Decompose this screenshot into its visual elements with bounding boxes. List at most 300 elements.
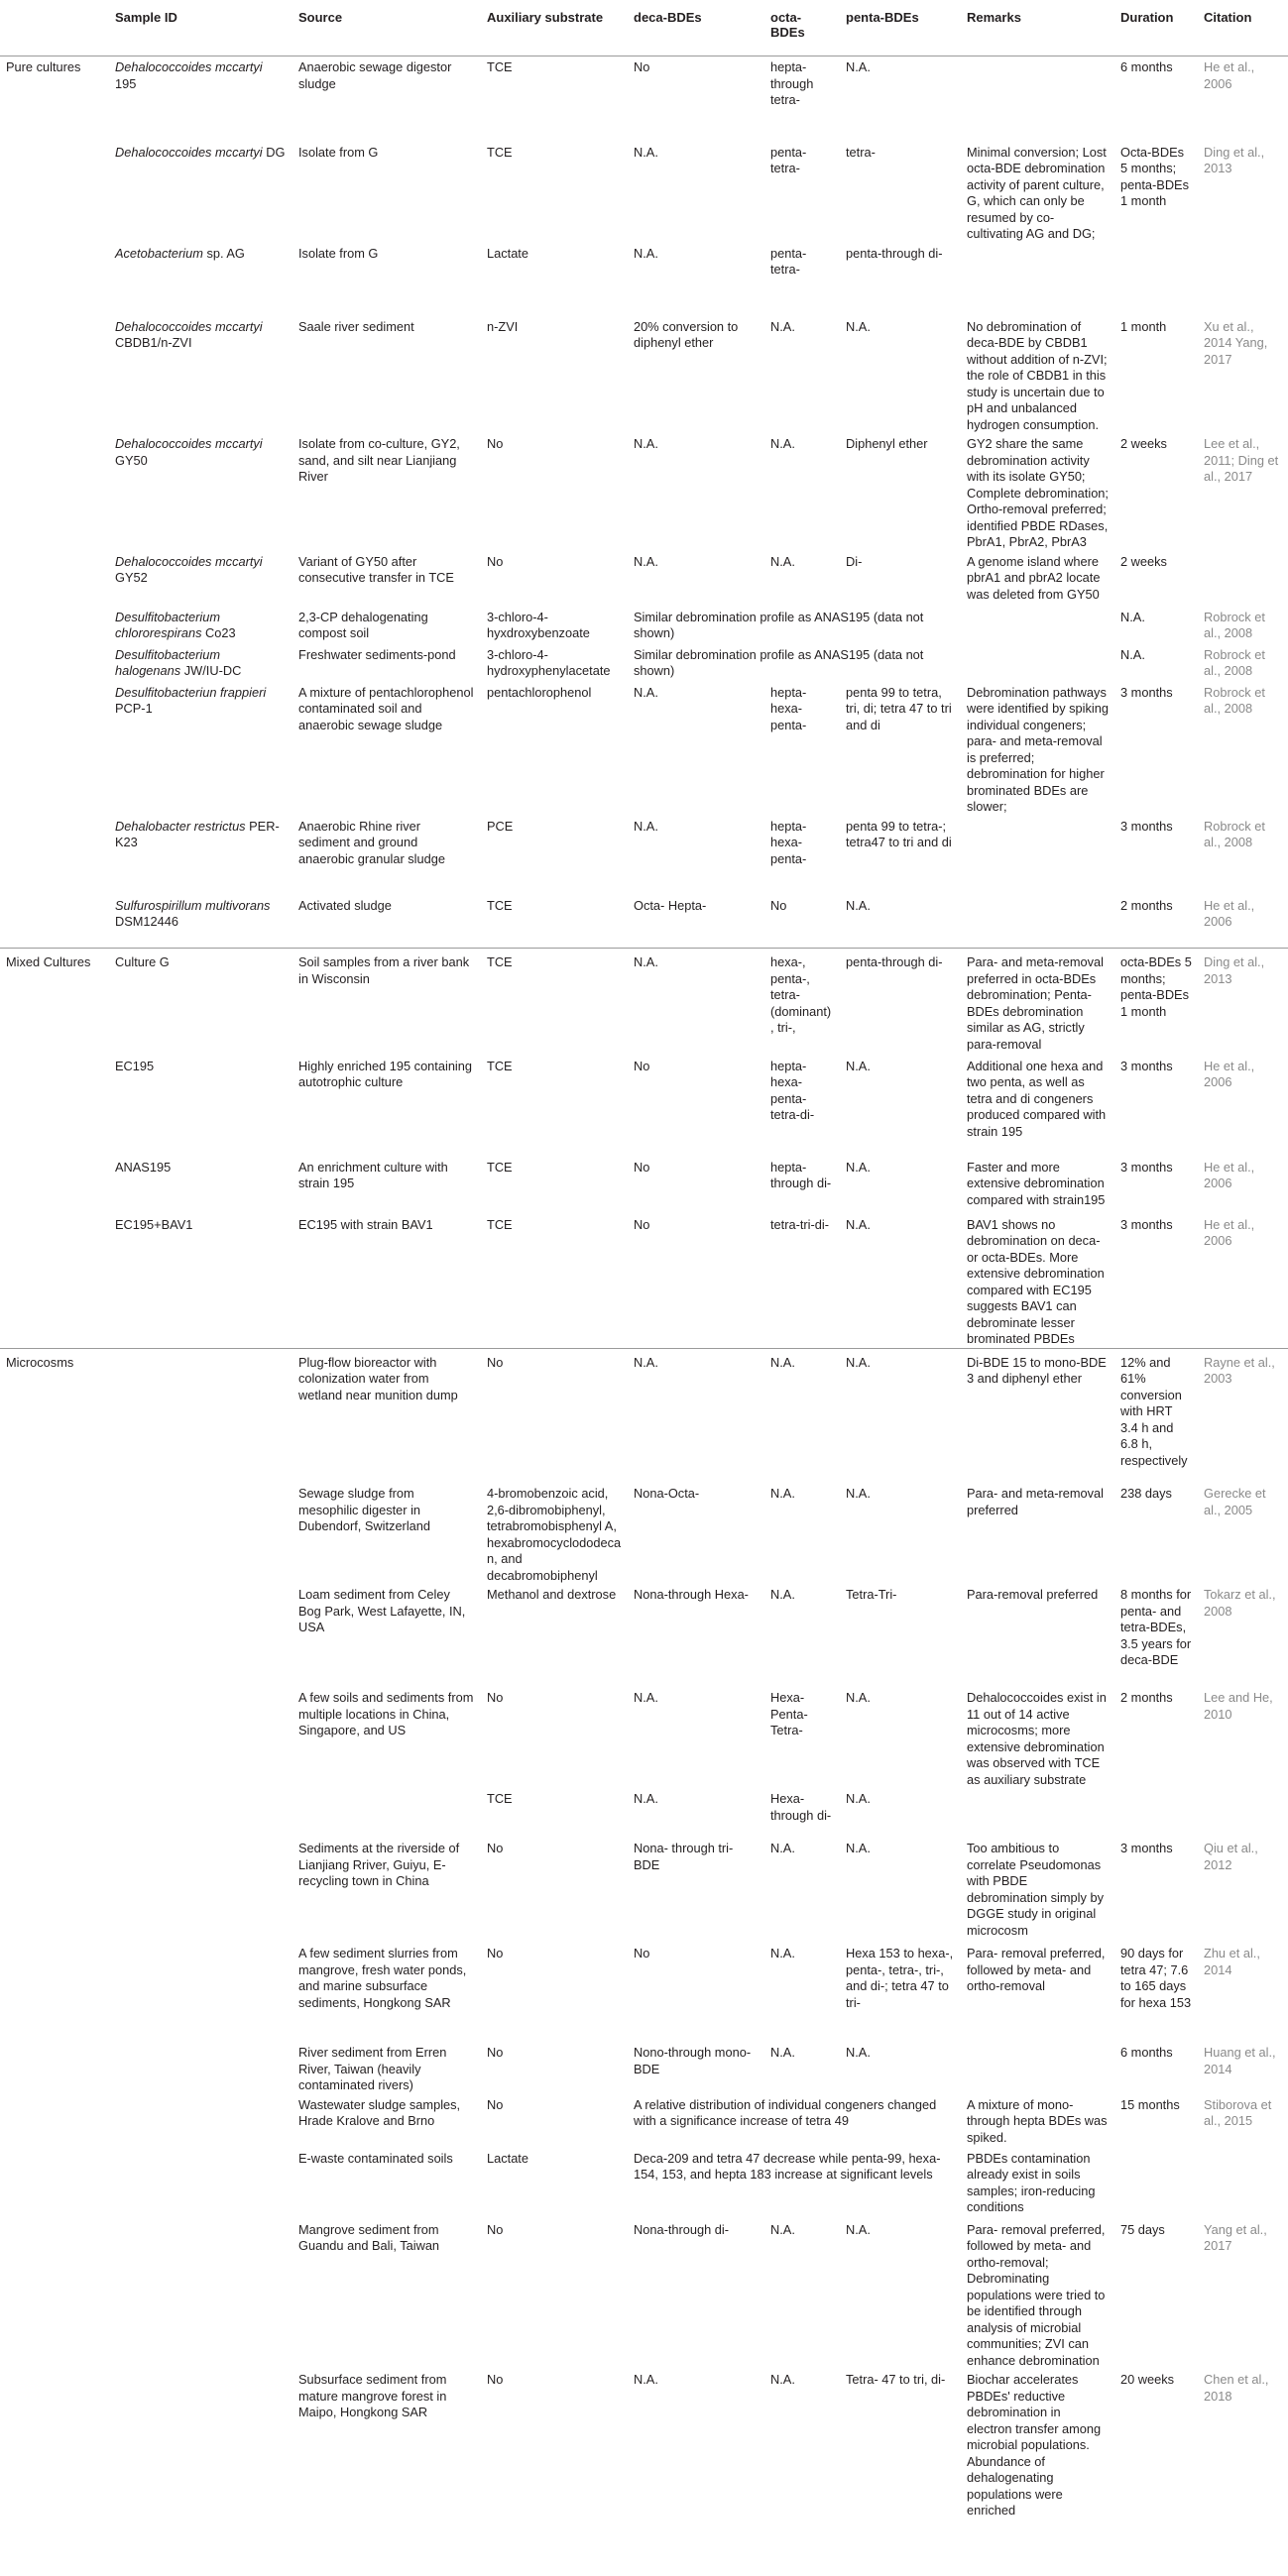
table-row xyxy=(0,1056,1288,1157)
auxiliary-substrate-cell: No xyxy=(487,553,504,569)
source-cell: Wastewater sludge samples, Hrade Kralove and Brno xyxy=(298,2096,461,2128)
source-cell: A few soils and sediments from multiple locations in China, Singapore, and US xyxy=(298,1690,474,1737)
penta-bdes-cell: penta 99 to tetra, tri, di; tetra 47 to tri and di xyxy=(846,684,952,732)
citation-cell xyxy=(1198,551,1288,607)
group-label xyxy=(0,2369,109,2520)
sample-id-strain: sp. AG xyxy=(202,245,245,261)
citation-cell: Robrock et al., 2008 xyxy=(1204,646,1265,678)
sample-id-species: Dehalobacter restrictus xyxy=(115,818,246,834)
octa-bdes-cell: N.A. xyxy=(770,1841,795,1855)
auxiliary-substrate-cell: No xyxy=(487,2372,504,2387)
auxiliary-substrate-cell: TCE xyxy=(487,59,513,74)
source-cell: Anaerobic Rhine river sediment and ground anaerobic granular sludge xyxy=(298,818,445,866)
table-row xyxy=(0,1687,1288,1788)
table-row xyxy=(0,1943,1288,2042)
remarks-cell: Debromination pathways were identified by spiking individual congeners; para- and meta-removal is preferred; debromination for higher brominated BDEs are slower; xyxy=(967,684,1109,814)
octa-bdes-cell: hepta-through di- xyxy=(770,1159,832,1190)
sample-id-cell xyxy=(109,644,293,682)
citation-cell: Ding et al., 2013 xyxy=(1204,144,1265,175)
octa-bdes-cell: hepta-hexa-penta- xyxy=(770,684,807,732)
octa-bdes-cell: N.A. xyxy=(770,2221,795,2237)
remarks-cell: A genome island where pbrA1 and pbrA2 locate was deleted from GY50 xyxy=(967,553,1101,602)
source-cell: Anaerobic sewage digestor sludge xyxy=(298,59,452,91)
sample-id-strain: EC195+BAV1 xyxy=(115,1216,193,1232)
penta-bdes-cell: penta-through di- xyxy=(846,245,943,261)
source-cell: River sediment from Erren River, Taiwan (heavily contaminated rivers) xyxy=(298,2045,447,2092)
header-duration: Duration xyxy=(1114,0,1198,56)
sample-id-species: Dehalococcoides mccartyi xyxy=(115,144,263,160)
table-row xyxy=(0,1348,1288,1483)
citation-cell: Chen et al., 2018 xyxy=(1204,2372,1269,2404)
remarks-cell: Para- and meta-removal preferred in octa-BDEs debromination; Penta-BDEs debromination similar as AG, strictly para-removal xyxy=(961,949,1114,1056)
group-label xyxy=(0,2042,109,2094)
citation-cell: He et al., 2006 xyxy=(1204,1058,1255,1089)
citation-cell: He et al., 2006 xyxy=(1204,897,1255,929)
group-label xyxy=(0,607,109,644)
table-row xyxy=(0,316,1288,434)
header-sample-id: Sample ID xyxy=(109,0,293,56)
penta-bdes-cell: Diphenyl ether xyxy=(846,436,928,451)
octa-bdes-cell: N.A. xyxy=(770,2372,795,2387)
octa-bdes-cell: hepta-hexa-penta-tetra-di- xyxy=(770,1058,815,1122)
source-cell: Subsurface sediment from mature mangrove forest in Maipo, Hongkong SAR xyxy=(298,2372,447,2419)
duration-cell: 12% and 61% conversion with HRT 3.4 h and 6.8 h, respectively xyxy=(1114,1348,1198,1483)
sample-id-species: Dehalococcoides mccartyi xyxy=(115,436,263,451)
sample-id-cell xyxy=(109,682,293,816)
sample-id-cell xyxy=(109,243,293,316)
auxiliary-substrate-cell: Methanol and dextrose xyxy=(487,1587,617,1602)
deca-bdes-cell: N.A. xyxy=(628,1348,764,1483)
sample-id-species: Desulfitobacterium chlororespirans xyxy=(115,609,220,640)
deca-bdes-cell: N.A. xyxy=(634,684,658,700)
sample-id-cell xyxy=(109,949,293,1056)
header-auxiliary-substrate: Auxiliary substrate xyxy=(481,0,628,56)
duration-cell: 3 months xyxy=(1120,1841,1173,1855)
auxiliary-substrate-cell: No xyxy=(481,1348,628,1483)
table-row xyxy=(0,644,1288,682)
sample-id-strain: Co23 xyxy=(201,625,236,640)
sample-id-species: Acetobacterium xyxy=(115,245,203,261)
sample-id-strain: GY50 xyxy=(115,452,148,468)
table-row xyxy=(0,243,1288,316)
table-row xyxy=(0,895,1288,949)
penta-bdes-cell: penta 99 to tetra-; tetra47 to tri and di xyxy=(846,818,952,849)
deca-bdes-cell: Nona-through Hexa- xyxy=(634,1587,749,1602)
duration-cell: Octa-BDEs 5 months; penta-BDEs 1 month xyxy=(1120,144,1189,208)
deca-bdes-cell: N.A. xyxy=(634,1690,658,1705)
remarks-cell: A mixture of mono-through hepta BDEs was spiked. xyxy=(967,2096,1108,2145)
auxiliary-substrate-cell: Lactate xyxy=(487,2150,528,2166)
auxiliary-substrate-cell: No xyxy=(487,1946,504,1960)
octa-bdes-cell: Hexa-Penta-Tetra- xyxy=(770,1690,808,1737)
remarks-cell: Para- removal preferred, followed by meta- and ortho-removal; Debrominating populations were tried to be identified through analysis of microbial communities; ZVI can enhance debromination xyxy=(967,2221,1106,2368)
octa-bdes-cell: Hexa-through di- xyxy=(770,1791,832,1823)
sample-id-cell xyxy=(109,1838,293,1943)
auxiliary-substrate-cell: TCE xyxy=(487,897,513,913)
source-cell: Highly enriched 195 containing autotrophic culture xyxy=(298,1058,473,1089)
penta-bdes-cell: N.A. xyxy=(846,59,871,74)
table-row xyxy=(0,1214,1288,1349)
deca-bdes-cell: Nona- through tri-BDE xyxy=(634,1841,734,1872)
group-label xyxy=(0,644,109,682)
deca-bdes-cell: N.A. xyxy=(634,436,658,451)
penta-bdes-cell: Tetra- 47 to tri, di- xyxy=(846,2372,946,2387)
octa-bdes-cell: N.A. xyxy=(770,553,795,569)
deca-bdes-cell: N.A. xyxy=(634,553,658,569)
source-cell xyxy=(293,1788,481,1838)
duration-cell: 2 months xyxy=(1120,1690,1173,1705)
source-cell: Plug-flow bioreactor with colonization water from wetland near munition dump xyxy=(293,1348,481,1483)
duration-cell: 6 months xyxy=(1120,2045,1173,2060)
source-cell: Mangrove sediment from Guandu and Bali, Taiwan xyxy=(298,2221,440,2253)
sample-id-species: Dehalococcoides mccartyi xyxy=(115,318,263,334)
group-label xyxy=(0,682,109,816)
source-cell: An enrichment culture with strain 195 xyxy=(298,1159,448,1190)
header-remarks: Remarks xyxy=(961,0,1114,56)
sample-id-cell xyxy=(109,1056,293,1157)
duration-cell: 2 weeks xyxy=(1120,553,1167,569)
citation-cell: Robrock et al., 2008 xyxy=(1204,684,1265,716)
group-label xyxy=(0,2148,109,2219)
duration-cell: 15 months xyxy=(1120,2096,1180,2112)
source-cell: Sediments at the riverside of Lianjiang Rriver, Guiyu, E-recycling town in China xyxy=(298,1841,460,1888)
group-label xyxy=(0,316,109,434)
deca-bdes-cell: N.A. xyxy=(634,1791,658,1806)
auxiliary-substrate-cell: TCE xyxy=(481,949,628,1056)
table-row xyxy=(0,2219,1288,2370)
sample-id-species: Desulfitobacterium halogenans xyxy=(115,646,220,678)
source-cell: Isolate from G xyxy=(298,245,379,261)
source-cell: EC195 with strain BAV1 xyxy=(298,1216,433,1232)
deca-bdes-cell: N.A. xyxy=(628,949,764,1056)
remarks-cell: Too ambitious to correlate Pseudomonas with PBDE debromination simply by DGGE study in original microcosm xyxy=(967,1841,1104,1938)
duration-cell xyxy=(1114,2148,1198,2219)
citation-cell: He et al., 2006 xyxy=(1204,59,1255,91)
octa-bdes-cell: N.A. xyxy=(770,2045,795,2060)
source-cell: E-waste contaminated soils xyxy=(298,2150,453,2166)
deca-bdes-cell: Nono-through mono-BDE xyxy=(634,2045,752,2076)
source-cell: A few sediment slurries from mangrove, fresh water ponds, and marine subsurface sediments, Hongkong SAR xyxy=(298,1946,467,2010)
penta-bdes-cell: N.A. xyxy=(846,2221,871,2237)
octa-bdes-cell: N.A. xyxy=(764,1348,840,1483)
octa-bdes-cell: N.A. xyxy=(770,318,795,334)
citation-cell: Huang et al., 2014 xyxy=(1204,2045,1276,2076)
penta-bdes-cell: N.A. xyxy=(846,1159,871,1175)
octa-bdes-cell: hexa-, penta-, tetra- (dominant), tri-, xyxy=(764,949,840,1056)
table-row xyxy=(0,1788,1288,1838)
octa-bdes-cell: N.A. xyxy=(770,1587,795,1602)
duration-cell: N.A. xyxy=(1120,646,1145,662)
auxiliary-substrate-cell: TCE xyxy=(487,1791,513,1806)
penta-bdes-cell: penta-through di- xyxy=(840,949,961,1056)
group-label xyxy=(0,2094,109,2148)
penta-bdes-cell: N.A. xyxy=(846,1791,871,1806)
header-source: Source xyxy=(293,0,481,56)
group-label xyxy=(0,895,109,949)
duration-cell xyxy=(1114,1788,1198,1838)
sample-id-strain: Culture G xyxy=(115,954,170,969)
group-label xyxy=(0,2219,109,2370)
octa-bdes-cell: penta-tetra- xyxy=(770,144,807,175)
auxiliary-substrate-cell: TCE xyxy=(487,1216,513,1232)
auxiliary-substrate-cell: No xyxy=(487,1690,504,1705)
octa-bdes-cell: tetra-tri-di- xyxy=(770,1216,830,1232)
deca-bdes-cell: No xyxy=(634,59,650,74)
sample-id-cell xyxy=(109,56,293,142)
auxiliary-substrate-cell: PCE xyxy=(487,818,514,834)
header-octa-bdes: octa-BDEs xyxy=(764,0,840,56)
deca-bdes-cell: N.A. xyxy=(634,2372,658,2387)
deca-bdes-cell: N.A. xyxy=(634,818,658,834)
sample-id-strain: GY52 xyxy=(115,570,148,585)
citation-cell: Lee and He, 2010 xyxy=(1204,1690,1273,1722)
auxiliary-substrate-cell: Lactate xyxy=(487,245,528,261)
remarks-cell: PBDEs contamination already exist in soils samples; iron-reducing conditions xyxy=(967,2150,1096,2214)
source-cell: Variant of GY50 after consecutive transfer in TCE xyxy=(298,553,454,585)
citation-cell: Robrock et al., 2008 xyxy=(1204,818,1265,849)
sample-id-cell xyxy=(109,2219,293,2370)
deca-bdes-cell: Similar debromination profile as ANAS195 (data not shown) xyxy=(634,609,924,640)
sample-id-strain: DG xyxy=(262,144,286,160)
auxiliary-substrate-cell: 3-chloro-4-hyxdroxybenzoate xyxy=(487,609,590,640)
auxiliary-substrate-cell: TCE xyxy=(487,1159,513,1175)
citation-cell xyxy=(1198,1788,1288,1838)
octa-bdes-cell: No xyxy=(770,897,787,913)
deca-bdes-cell: Similar debromination profile as ANAS195 (data not shown) xyxy=(634,646,924,678)
duration-cell: N.A. xyxy=(1120,609,1145,624)
header-group xyxy=(0,0,109,56)
deca-bdes-cell: A relative distribution of individual congeners changed with a significance increase of tetra 49 xyxy=(634,2096,937,2128)
group-label xyxy=(0,816,109,895)
deca-bdes-cell: Nona-Octa- xyxy=(634,1486,700,1501)
table-body xyxy=(0,56,1288,2520)
citation-cell: He et al., 2006 xyxy=(1204,1216,1255,1248)
sample-id-cell xyxy=(109,316,293,434)
citation-cell: Qiu et al., 2012 xyxy=(1204,1841,1258,1872)
remarks-cell: Para- removal preferred, followed by meta- and ortho-removal xyxy=(967,1946,1106,1993)
octa-bdes-cell: penta-tetra- xyxy=(770,245,807,277)
sample-id-strain: PER-K23 xyxy=(115,818,280,849)
table-row xyxy=(0,2094,1288,2148)
duration-cell: octa-BDEs 5 months; penta-BDEs 1 month xyxy=(1114,949,1198,1056)
citation-cell: Rayne et al., 2003 xyxy=(1198,1348,1288,1483)
sample-id-strain: 195 xyxy=(115,75,137,91)
duration-cell: 3 months xyxy=(1120,1058,1173,1073)
penta-bdes-cell: N.A. xyxy=(840,1348,961,1483)
penta-bdes-cell: N.A. xyxy=(846,1841,871,1855)
remarks-cell: Dehalococcoides exist in 11 out of 14 active microcosms; more extensive debromination was observed with TCE as auxiliary substrate xyxy=(967,1690,1107,1787)
header-penta-bdes: penta-BDEs xyxy=(840,0,961,56)
remarks-cell: No debromination of deca-BDE by CBDB1 without addition of n-ZVI; the role of CBDB1 in this study is uncertain due to pH and unbalanced hydrogen consumption. xyxy=(967,318,1108,432)
table-row xyxy=(0,1838,1288,1943)
table-row xyxy=(0,816,1288,895)
sample-id-cell xyxy=(109,607,293,644)
remarks-cell xyxy=(961,816,1114,895)
source-cell: Isolate from co-culture, GY2, sand, and silt near Lianjiang River xyxy=(298,436,460,484)
penta-bdes-cell: N.A. xyxy=(846,1058,871,1073)
sample-id-cell xyxy=(109,1687,293,1788)
table-row xyxy=(0,551,1288,607)
remarks-cell: Biochar accelerates PBDEs' reductive debromination in electron transfer among microbial populations. Abundance of dehalogenating populations were enriched xyxy=(967,2372,1102,2518)
source-cell: Saale river sediment xyxy=(298,318,414,334)
duration-cell: 1 month xyxy=(1120,318,1167,334)
remarks-cell: Para-removal preferred xyxy=(967,1587,1099,1602)
sample-id-cell xyxy=(109,142,293,243)
table-row xyxy=(0,682,1288,816)
duration-cell xyxy=(1114,243,1198,316)
octa-bdes-cell: hepta-hexa-penta- xyxy=(770,818,807,866)
sample-id-cell xyxy=(109,895,293,949)
deca-bdes-cell: Octa- Hepta- xyxy=(634,897,707,913)
duration-cell: 8 months for penta- and tetra-BDEs, 3.5 years for deca-BDE xyxy=(1120,1587,1192,1667)
remarks-cell: BAV1 shows no debromination on deca- or octa-BDEs. More extensive debromination compared with EC195 suggests BAV1 can debrominate lesser brominated PBDEs xyxy=(967,1216,1105,1346)
duration-cell: 3 months xyxy=(1120,818,1173,834)
penta-bdes-cell: N.A. xyxy=(846,1690,871,1705)
sample-id-strain: JW/IU-DC xyxy=(180,663,242,678)
sample-id-cell xyxy=(109,433,293,551)
sample-id-strain: EC195 xyxy=(115,1058,155,1073)
duration-cell: 3 months xyxy=(1120,684,1173,700)
header-deca-bdes: deca-BDEs xyxy=(628,0,764,56)
penta-bdes-cell: N.A. xyxy=(846,318,871,334)
group-label xyxy=(0,1214,109,1349)
auxiliary-substrate-cell: TCE xyxy=(487,144,513,160)
deca-bdes-cell: No xyxy=(634,1216,650,1232)
auxiliary-substrate-cell: No xyxy=(487,2045,504,2060)
sample-id-strain: ANAS195 xyxy=(115,1159,172,1175)
sample-id-species: Dehalococcoides mccartyi xyxy=(115,59,263,74)
header-citation: Citation xyxy=(1198,0,1288,56)
remarks-cell: Faster and more extensive debromination compared with strain195 xyxy=(967,1159,1106,1207)
remarks-cell xyxy=(961,644,1114,682)
sample-id-cell xyxy=(109,1483,293,1584)
auxiliary-substrate-cell: No xyxy=(487,436,504,451)
remarks-cell xyxy=(961,243,1114,316)
remarks-cell: Para- and meta-removal preferred xyxy=(967,1486,1104,1517)
auxiliary-substrate-cell: pentachlorophenol xyxy=(487,684,592,700)
auxiliary-substrate-cell: 4-bromobenzoic acid, 2,6-dibromobiphenyl, tetrabromobisphenyl A, hexabromocyclododecan, and decabromobiphenyl xyxy=(487,1486,622,1583)
deca-bdes-cell: Deca-209 and tetra 47 decrease while penta-99, hexa-154, 153, and hepta 183 increase at significant levels xyxy=(634,2150,941,2182)
remarks-cell xyxy=(961,895,1114,949)
table-row xyxy=(0,1483,1288,1584)
deca-bdes-cell: N.A. xyxy=(634,245,658,261)
penta-bdes-cell: N.A. xyxy=(846,1486,871,1501)
group-label xyxy=(0,1788,109,1838)
deca-bdes-cell: N.A. xyxy=(634,144,658,160)
sample-id-cell xyxy=(109,2369,293,2520)
sample-id-species: Sulfurospirillum multivorans xyxy=(115,897,271,913)
source-cell: 2,3-CP dehalogenating compost soil xyxy=(298,609,428,640)
duration-cell: 75 days xyxy=(1120,2221,1165,2237)
duration-cell: 6 months xyxy=(1120,59,1173,74)
citation-cell: Robrock et al., 2008 xyxy=(1204,609,1265,640)
sample-id-cell xyxy=(109,1943,293,2042)
auxiliary-substrate-cell: n-ZVI xyxy=(487,318,519,334)
citation-cell: Gerecke et al., 2005 xyxy=(1204,1486,1266,1517)
group-label xyxy=(0,1157,109,1214)
citation-cell xyxy=(1198,243,1288,316)
sample-id-cell xyxy=(109,551,293,607)
duration-cell: 3 months xyxy=(1120,1159,1173,1175)
auxiliary-substrate-cell: No xyxy=(487,2096,504,2112)
citation-cell: Stiborova et al., 2015 xyxy=(1204,2096,1272,2128)
table-row xyxy=(0,1584,1288,1687)
sample-id-cell xyxy=(109,2148,293,2219)
group-label xyxy=(0,1687,109,1788)
remarks-cell xyxy=(961,607,1114,644)
deca-bdes-cell: Nona-through di- xyxy=(634,2221,730,2237)
citation-cell: Xu et al., 2014 Yang, 2017 xyxy=(1204,318,1268,367)
penta-bdes-cell: N.A. xyxy=(846,1216,871,1232)
table-row xyxy=(0,433,1288,551)
penta-bdes-cell: Tetra-Tri- xyxy=(846,1587,897,1602)
source-cell: Activated sludge xyxy=(298,897,392,913)
penta-bdes-cell: Hexa 153 to hexa-, penta-, tetra-, tri-, and di-; tetra 47 to tri- xyxy=(846,1946,954,2010)
sample-id-cell xyxy=(109,2094,293,2148)
source-cell: Isolate from G xyxy=(298,144,379,160)
table-row xyxy=(0,142,1288,243)
auxiliary-substrate-cell: 3-chloro-4-hydroxyphenylacetate xyxy=(487,646,611,678)
remarks-cell: Minimal conversion; Lost octa-BDE debromination activity of parent culture, G, which can only be resumed by co-cultivating AG and DG; xyxy=(967,144,1107,241)
group-label xyxy=(0,1056,109,1157)
citation-cell: He et al., 2006 xyxy=(1204,1159,1255,1190)
penta-bdes-cell: N.A. xyxy=(846,897,871,913)
duration-cell: 2 months xyxy=(1120,897,1173,913)
sample-id-strain: PCP-1 xyxy=(115,701,153,716)
duration-cell: 3 months xyxy=(1120,1216,1173,1232)
sample-id-species: Dehalococcoides mccartyi xyxy=(115,553,263,569)
octa-bdes-cell: hepta-through tetra- xyxy=(770,59,814,107)
sample-id-cell xyxy=(109,1584,293,1687)
sample-id-strain: CBDB1/n-ZVI xyxy=(115,335,192,350)
deca-bdes-cell: No xyxy=(634,1058,650,1073)
octa-bdes-cell: N.A. xyxy=(770,1946,795,1960)
remarks-cell xyxy=(961,1788,1114,1838)
sample-id-cell xyxy=(109,1348,293,1483)
citation-cell: Lee et al., 2011; Ding et al., 2017 xyxy=(1204,436,1279,484)
deca-bdes-cell: 20% conversion to diphenyl ether xyxy=(634,318,739,350)
duration-cell: 238 days xyxy=(1120,1486,1172,1501)
group-label xyxy=(0,243,109,316)
table-row xyxy=(0,56,1288,142)
citation-cell: Yang et al., 2017 xyxy=(1204,2221,1267,2253)
source-cell: Freshwater sediments-pond xyxy=(298,646,456,662)
penta-bdes-cell: N.A. xyxy=(846,2045,871,2060)
citation-cell xyxy=(1198,2148,1288,2219)
group-label: Microcosms xyxy=(0,1348,109,1483)
group-label xyxy=(0,1584,109,1687)
source-cell: Sewage sludge from mesophilic digester in Dubendorf, Switzerland xyxy=(298,1486,431,1533)
citation-cell: Zhu et al., 2014 xyxy=(1204,1946,1260,1977)
group-label: Pure cultures xyxy=(6,59,81,74)
citation-cell: Tokarz et al., 2008 xyxy=(1204,1587,1276,1619)
table-row xyxy=(0,949,1288,1056)
group-label xyxy=(0,1943,109,2042)
remarks-cell xyxy=(961,2042,1114,2094)
remarks-cell: Di-BDE 15 to mono-BDE 3 and diphenyl ether xyxy=(961,1348,1114,1483)
source-cell: Loam sediment from Celey Bog Park, West Lafayette, IN, USA xyxy=(298,1587,466,1634)
citation-cell: Ding et al., 2013 xyxy=(1198,949,1288,1056)
group-label xyxy=(0,551,109,607)
sample-id-strain: DSM12446 xyxy=(115,914,179,929)
group-label: Mixed Cultures xyxy=(0,949,109,1056)
group-label xyxy=(0,1838,109,1943)
deca-bdes-cell: No xyxy=(634,1159,650,1175)
group-label xyxy=(0,1483,109,1584)
sample-id-cell xyxy=(109,2042,293,2094)
sample-id-cell xyxy=(109,1214,293,1349)
duration-cell: 2 weeks xyxy=(1120,436,1167,451)
